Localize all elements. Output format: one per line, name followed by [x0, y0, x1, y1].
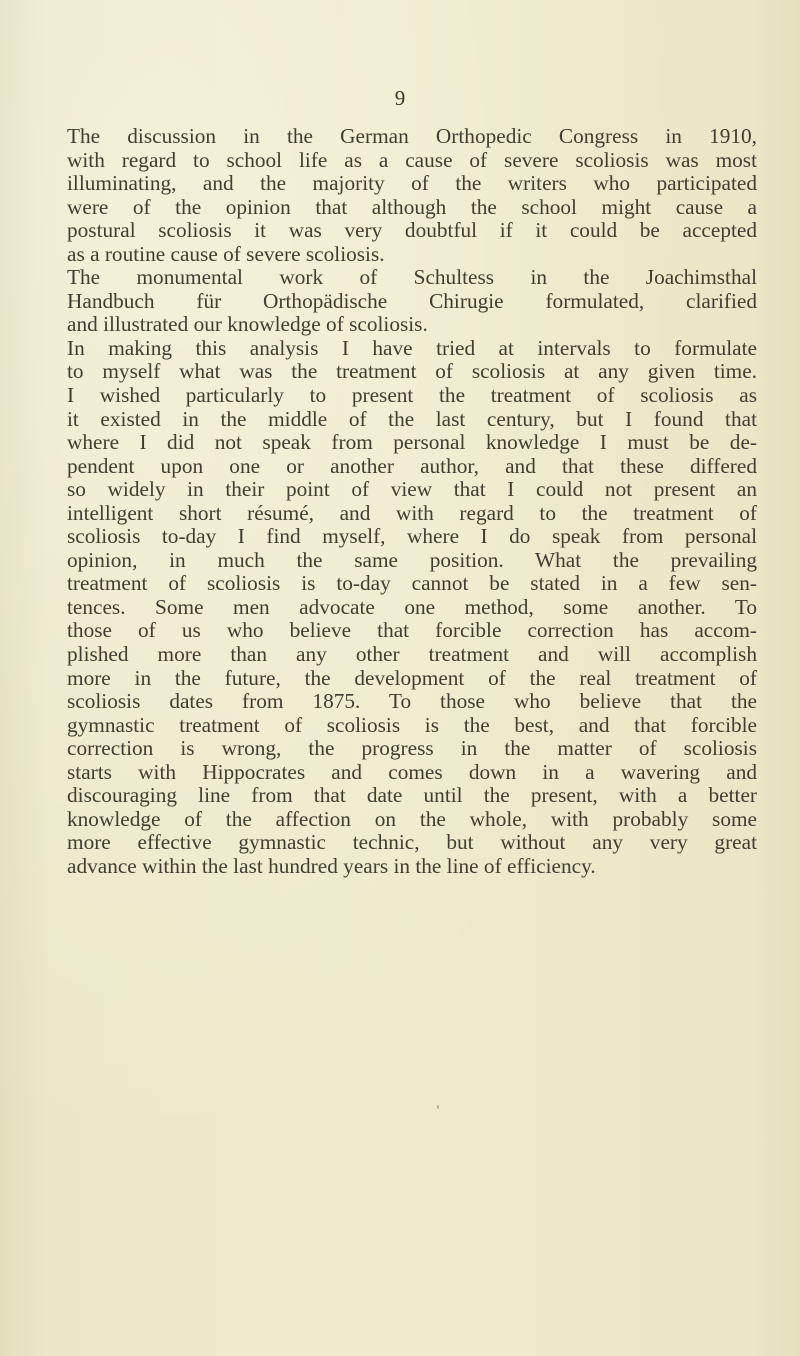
text-line: correction is wrong, the progress in the matter of scoliosis — [67, 737, 757, 761]
text-line: postural scoliosis it was very doubtful if it could be accepted — [67, 219, 757, 243]
text-line: scoliosis to-day I find myself, where I do speak from personal — [67, 525, 757, 549]
text-line: so widely in their point of view that I could not present an — [67, 478, 757, 502]
body-text — [67, 125, 757, 879]
text-line: knowledge of the affection on the whole, with probably some — [67, 807, 757, 831]
text-line: illuminating, and the majority of the writers who participated — [67, 172, 757, 196]
text-line: The discussion in the German Orthopedic Congress in 1910, — [67, 125, 757, 148]
text-line: as a routine cause of severe scoliosis. — [67, 242, 385, 266]
paragraph — [67, 125, 757, 266]
text-line: where I did not speak from personal knowledge I must be de- — [67, 431, 757, 455]
text-line: plished more than any other treatment and will accomplish — [67, 643, 757, 667]
page-number: 9 — [394, 86, 406, 110]
text-line: treatment of scoliosis is to-day cannot be stated in a few sen- — [67, 572, 757, 596]
text-line: The monumental work of Schultess in the Joachimsthal — [67, 266, 757, 290]
text-line: tences. Some men advocate one method, some another. To — [67, 595, 757, 619]
paragraph — [67, 337, 757, 879]
text-line: with regard to school life as a cause of severe scoliosis was most — [67, 148, 757, 172]
text-line: advance within the last hundred years in the line of efficiency. — [67, 854, 596, 878]
text-line: those of us who believe that forcible correction has accom- — [67, 619, 757, 643]
text-line: scoliosis dates from 1875. To those who believe that the — [67, 690, 757, 714]
text-line: In making this analysis I have tried at intervals to formulate — [67, 336, 757, 360]
text-line: to myself what was the treatment of scoliosis at any given time. — [67, 360, 757, 384]
text-line: more in the future, the development of the real treatment of — [67, 666, 757, 690]
text-line: gymnastic treatment of scoliosis is the best, and that forcible — [67, 713, 757, 737]
text-line: opinion, in much the same position. What the prevailing — [67, 548, 757, 572]
text-line: Handbuch für Orthopädische Chirugie formulated, clarified — [67, 289, 757, 313]
text-line: it existed in the middle of the last century, but I found that — [67, 407, 757, 431]
text-line: pendent upon one or another author, and that these differed — [67, 454, 757, 478]
text-line: starts with Hippocrates and comes down in a wavering and — [67, 760, 757, 784]
text-line: intelligent short résumé, and with regard to the treatment of — [67, 501, 757, 525]
paper-speck — [437, 1105, 439, 1109]
text-line: and illustrated our knowledge of scoliosis. — [67, 313, 428, 337]
paragraph — [67, 266, 757, 337]
text-line: I wished particularly to present the treatment of scoliosis as — [67, 384, 757, 408]
text-line: more effective gymnastic technic, but without any very great — [67, 831, 757, 855]
text-line: discouraging line from that date until the present, with a better — [67, 784, 757, 808]
text-line: were of the opinion that although the school might cause a — [67, 195, 757, 219]
